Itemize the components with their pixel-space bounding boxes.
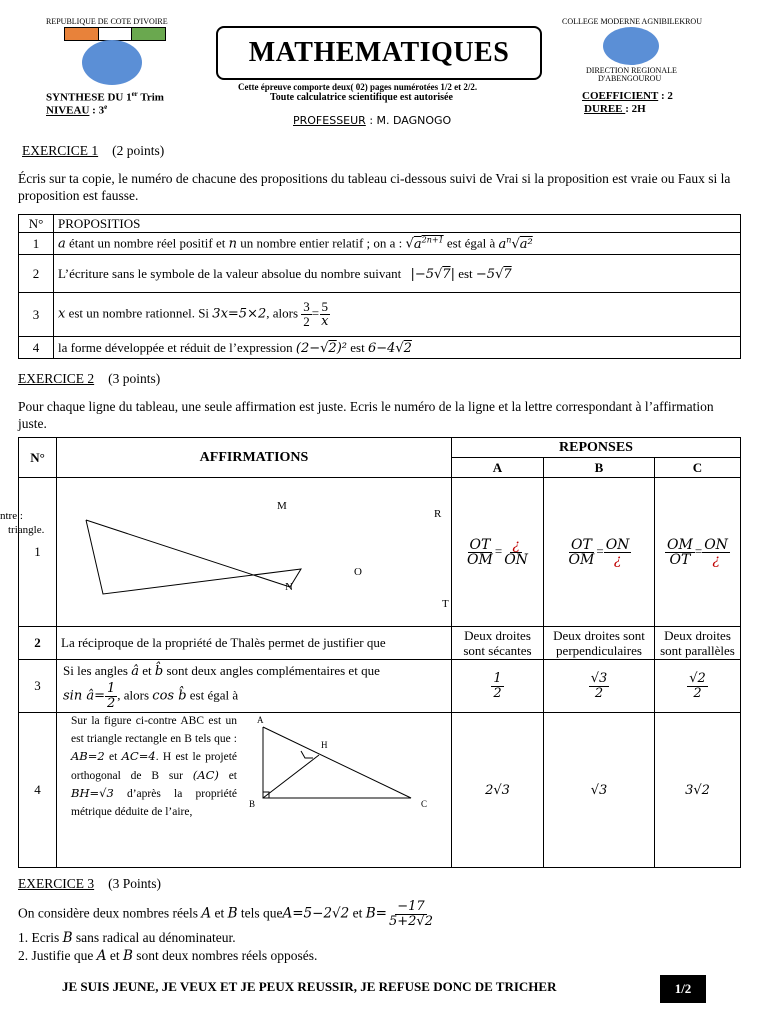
exercise-3-question-1: 1. Ecris B sans radical au dénominateur. [18, 930, 236, 946]
exercise-3-intro: On considère deux nombres réels A et B tels queA=5−2√2 et B= $\frac{-17}{5+2√2}$ [18, 899, 433, 929]
synthese-label: SYNTHESE DU 1er Trim [46, 90, 164, 104]
niveau-label: NIVEAU : 3e [46, 103, 108, 117]
prop-1-num: 1 [19, 233, 54, 255]
ex2-row-3-num: 3 [19, 660, 57, 713]
ex2-row-2-statement: La réciproque de la propriété de Thalès permet de justifier que [57, 627, 452, 660]
coefficient-label: COEFFICIENT : 2 [582, 90, 673, 102]
ex2-row-3-answer-b: $\frac{√3}{2}$ [544, 660, 655, 713]
exercise-2-table [18, 437, 741, 868]
ex2-row-2-answer-c: Deux droites sont parallèles [655, 627, 741, 660]
ex2-row-1-answer-b: $\frac{OT}{OM}$ = $\frac{ON}{¿}$ [544, 478, 655, 627]
ex2-row-3-statement: Si les angles â et b̂ sont deux angles complémentaires et que sin â= $\frac{1}{2}$ , alors cos b̂ est égal à [57, 660, 452, 713]
motto: JE SUIS JEUNE, JE VEUX ET JE PEUX REUSSIR, JE REFUSE DONC DE TRICHER [62, 979, 557, 994]
ex2-row-2-num: 2 [19, 627, 57, 660]
label-m: M [277, 500, 287, 512]
ex2-row-4-answer-a: 2√3 [452, 713, 544, 868]
exercise-1-intro: Écris sur ta copie, le numéro de chacune des propositions du tableau ci-dessous suivi de Vrai si la proposition est vraie ou Faux si la proposition est fausse. [18, 171, 731, 203]
prop-2: L’écriture sans le symbole de la valeur absolue du nombre suivant |−5√7| est −5√7 [54, 255, 741, 293]
ex2-col-reponses: REPONSES [452, 438, 741, 458]
exam-title: MATHEMATIQUES [216, 26, 542, 80]
col-prop-header: PROPOSITIOS [54, 215, 741, 233]
label-t: T [442, 598, 449, 610]
label-o: O [354, 566, 362, 578]
direction-city: D'ABENGOUROU [598, 74, 662, 83]
prop-1: a étant un nombre réel positif et n un nombre entier relatif ; on a : $√a^{2n+1}$ est égal à $a^n√a^2$ [54, 233, 741, 255]
school-name: COLLEGE MODERNE AGNIBILEKROU [562, 17, 702, 26]
bowtie-figure [58, 479, 450, 625]
prop-3: x est un nombre rationnel. Si 3x=5×2, alors $\frac{3}{2}$ = $\frac{5}{x}$ [54, 293, 741, 337]
ex2-row-4-num: 4 [19, 713, 57, 868]
ivory-coast-flag [64, 27, 166, 41]
ex2-col-b: B [544, 458, 655, 478]
exercise-1-table [18, 214, 741, 359]
school-emblem [603, 27, 659, 65]
republic-emblem [82, 40, 142, 85]
direction-regionale: DIRECTION REGIONALE [586, 66, 677, 75]
professeur-label: PROFESSEUR : M. DAGNOGO [293, 114, 452, 127]
label-b: B [249, 799, 256, 809]
label-r: R [434, 508, 442, 520]
label-h: H [321, 740, 328, 750]
ex2-row-2-answer-b: Deux droites sont perpendiculaires [544, 627, 655, 660]
exercise-1-title: EXERCICE 1 (2 points) [22, 143, 165, 158]
duree-label: DUREE : 2H [584, 103, 646, 115]
ex2-row-1-answer-a: $\frac{OT}{OM}$ = $\frac{¿}{ON}$ [452, 478, 544, 627]
exercise-3-question-2: 2. Justifie que A et B sont deux nombres réels opposés. [18, 948, 318, 964]
ex2-row-1-answer-c: $\frac{OM}{OT}$ = $\frac{ON}{¿}$ [655, 478, 741, 627]
calculator-note: Toute calculatrice scientifique est autorisée [270, 92, 453, 103]
ex2-row-3-answer-a: $\frac{1}{2}$ [452, 660, 544, 713]
label-a: A [257, 715, 264, 725]
country-name: REPUBLIQUE DE COTE D'IVOIRE [46, 17, 168, 26]
ex2-col-affirmations: AFFIRMATIONS [57, 438, 452, 478]
ex2-row-4-text: Sur la figure ci-contre ABC est un est triangle rectangle en B tels que : AB=2 et AC=4. H est le projeté orthogonal de B sur (AC) et BH=√3 d’après la propriété métrique déduite de l’aire, [71, 715, 238, 818]
prop-3-num: 3 [19, 293, 54, 337]
prop-4: la forme développée et réduit de l’expression (2−√2)² est 6−4√2 [54, 337, 741, 359]
ex2-col-num: N° [19, 438, 57, 478]
page-number: 1/2 [660, 975, 706, 1003]
ex2-row-1-num: 1 [19, 478, 57, 627]
pages-note: Cette épreuve comporte deux( 02) pages numérotées 1/2 et 2/2. [238, 82, 478, 92]
prop-2-num: 2 [19, 255, 54, 293]
right-triangle-figure [239, 713, 451, 823]
ex2-row-4-answer-b: √3 [544, 713, 655, 868]
exercise-2-title: EXERCICE 2 (3 points) [18, 371, 161, 386]
ex2-col-c: C [655, 458, 741, 478]
col-num-header: N° [19, 215, 54, 233]
ex2-row-2-answer-a: Deux droites sont sécantes [452, 627, 544, 660]
exercise-3-title: EXERCICE 3 (3 Points) [18, 876, 162, 891]
label-c: C [421, 799, 428, 809]
label-n: N [285, 581, 293, 593]
ex2-col-a: A [452, 458, 544, 478]
ex2-row-4-answer-c: 3√2 [655, 713, 741, 868]
ex2-row-3-answer-c: $\frac{√2}{2}$ [655, 660, 741, 713]
ex2-row-1-figure [57, 478, 452, 627]
ex2-row-4-statement [57, 713, 452, 868]
exercise-2-intro: Pour chaque ligne du tableau, une seule affirmation est juste. Ecris le numéro de la ligne et la lettre correspondant à l’affirmation juste. [18, 399, 714, 431]
prop-4-num: 4 [19, 337, 54, 359]
ex2-row-1-left-text: ntre : triangle. [0, 510, 45, 536]
